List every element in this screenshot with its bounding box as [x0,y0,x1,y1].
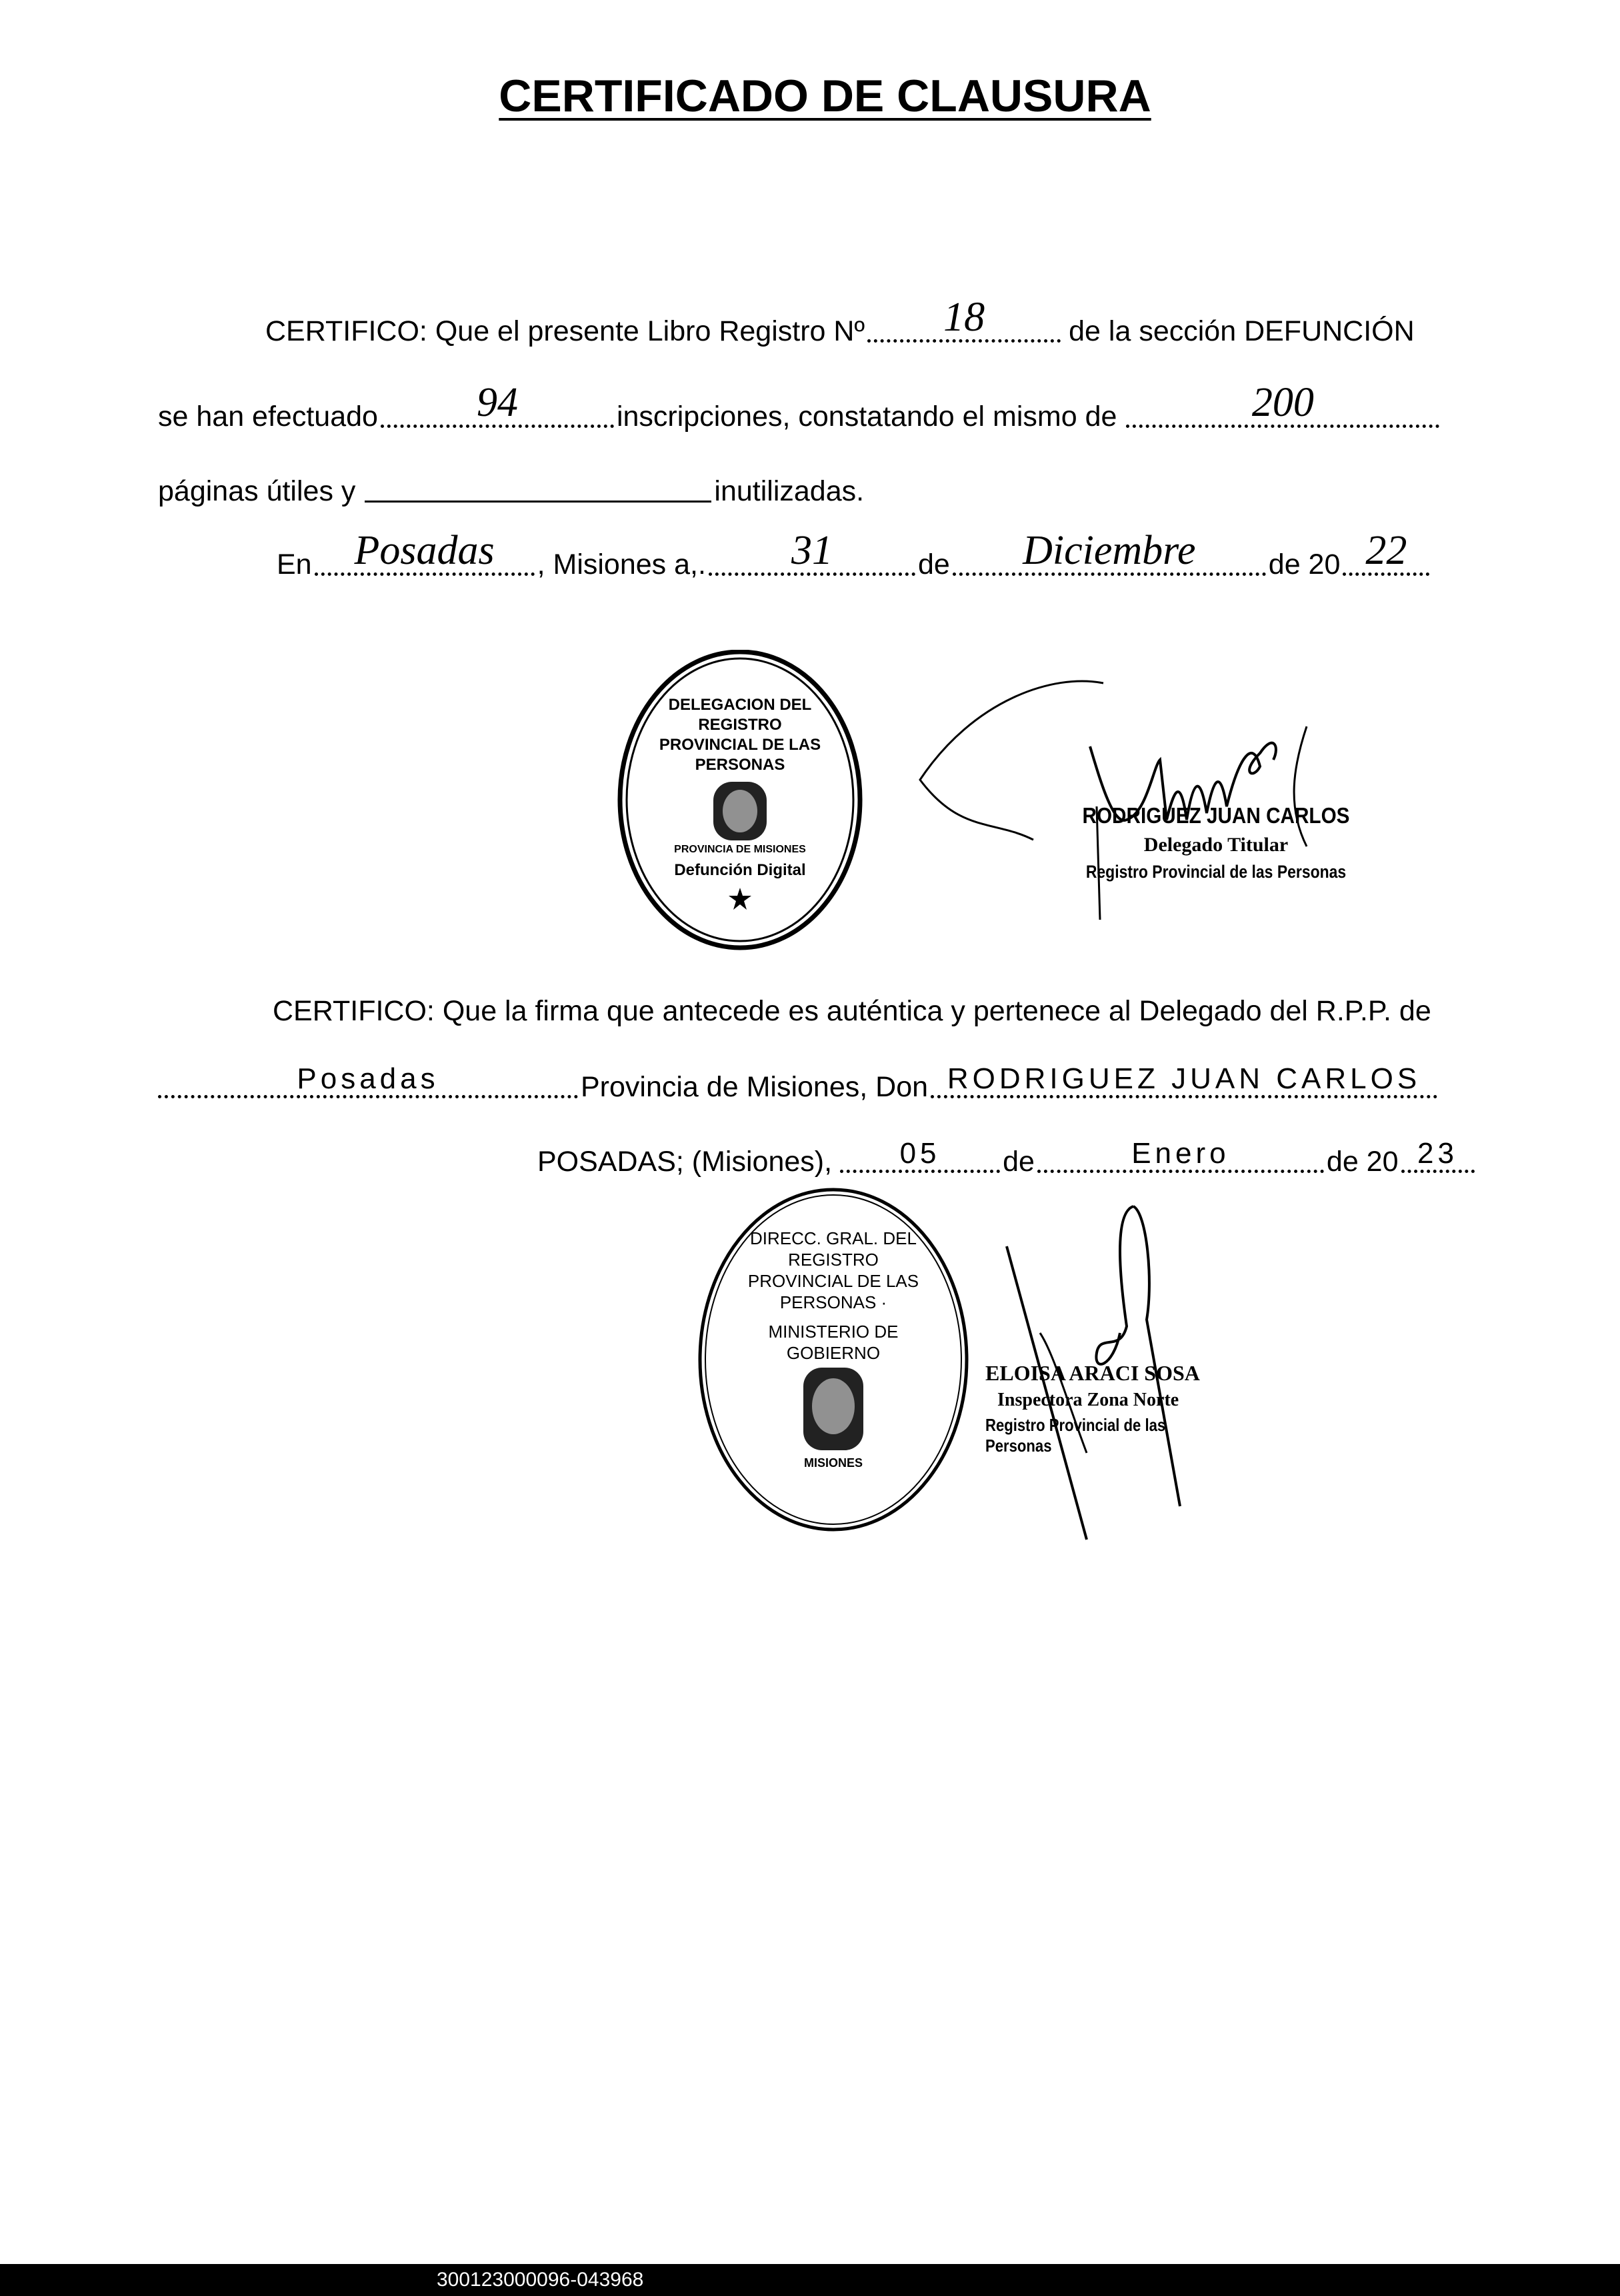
signature-rodriguez [880,660,1413,926]
signer-org: Registro Provincial de las Personas [1085,862,1347,882]
handwritten-dia: 31 [791,528,833,573]
handwritten-inscripciones: 94 [476,380,518,425]
certifico-line-4 [277,528,1432,581]
handwritten-anio: 23 [1417,1137,1458,1170]
text: POSADAS; (Misiones), [537,1146,833,1178]
text: inutilizadas. [714,475,865,507]
mes-field [953,528,1266,576]
libro-numero-field [867,295,1061,343]
mes-field [1037,1137,1324,1173]
stamp-inner-text: Defunción Digital [674,861,806,879]
certifico-line-5 [273,988,1431,1028]
text: CERTIFICO: Que el presente Libro Registro Nº [265,315,865,347]
inutilizadas-field [365,495,711,503]
paginas-field [1126,380,1439,428]
text: de la sección DEFUNCIÓN [1069,315,1415,347]
signature-block-1 [1043,803,1389,882]
handwritten-mes: Diciembre [1023,528,1196,573]
inscripciones-field [381,380,614,428]
text: páginas útiles y [158,475,356,507]
direccion-general-stamp [693,1186,973,1540]
text: de [917,549,950,580]
certifico-line-7 [537,1138,1477,1178]
text: , Misiones a,. [537,549,706,580]
document-code: 300123000096-043968 [437,2269,644,2291]
handwritten-don: RODRIGUEZ JUAN CARLOS [947,1062,1421,1095]
text: Provincia de Misiones, Don [581,1071,929,1103]
localidad-field [158,1062,578,1098]
text: CERTIFICO: Que la firma que antecede es auténtica y pertenece al Delegado del R.P.P. de [273,995,1431,1027]
certifico-line-3 [158,468,864,508]
stamp-seal-text: MISIONES [803,1456,863,1470]
stamp-inner-text: MINISTERIO DE GOBIERNO [768,1322,899,1363]
dia-field [709,528,915,576]
signer-org: Registro Provincial de las Personas [985,1415,1166,1456]
stamp-outer-text: DIRECC. GRAL. DEL REGISTRO PROVINCIAL DE LAS PERSONAS · [747,1228,919,1312]
handwritten-anio: 22 [1365,528,1407,573]
text: inscripciones, constatando el mismo de [616,401,1117,433]
text: de [1003,1146,1035,1178]
signer-name: ELOISA ARACI SOSA [985,1361,1200,1385]
text: de 20 [1326,1146,1399,1178]
text: En [277,549,312,580]
don-field [931,1062,1437,1098]
handwritten-paginas: 200 [1251,380,1314,425]
stamp-seal-text: PROVINCIA DE MISIONES [674,844,806,855]
text: de 20 [1268,549,1341,580]
dia-field [840,1137,1000,1173]
scan-footer-bar [0,2264,1620,2296]
handwritten-dia: 05 [899,1137,941,1170]
delegacion-stamp [613,650,867,956]
stamp-outer-text: DELEGACION DEL REGISTRO PROVINCIAL DE LAS PERSONAS [659,696,821,774]
anio-field [1401,1137,1475,1173]
certifico-line-6 [158,1064,1440,1104]
handwritten-lugar: Posadas [354,528,495,573]
handwritten-mes: Enero [1131,1137,1230,1170]
handwritten-libro-numero: 18 [943,295,985,340]
handwritten-localidad: Posadas [297,1062,439,1095]
signature-block-2 [985,1361,1265,1456]
text: se han efectuado [158,401,378,433]
certifico-line-1 [265,295,1415,348]
signer-role: Delegado Titular [1143,834,1289,856]
signer-name: RODRIGUEZ JUAN CARLOS [1082,803,1350,828]
lugar-field [315,528,535,576]
certifico-line-2 [158,380,1442,433]
signer-role: Inspectora Zona Norte [997,1390,1179,1410]
anio-field [1343,528,1429,576]
document-title: CERTIFICADO DE CLAUSURA [499,71,1151,121]
star-icon [728,887,752,911]
